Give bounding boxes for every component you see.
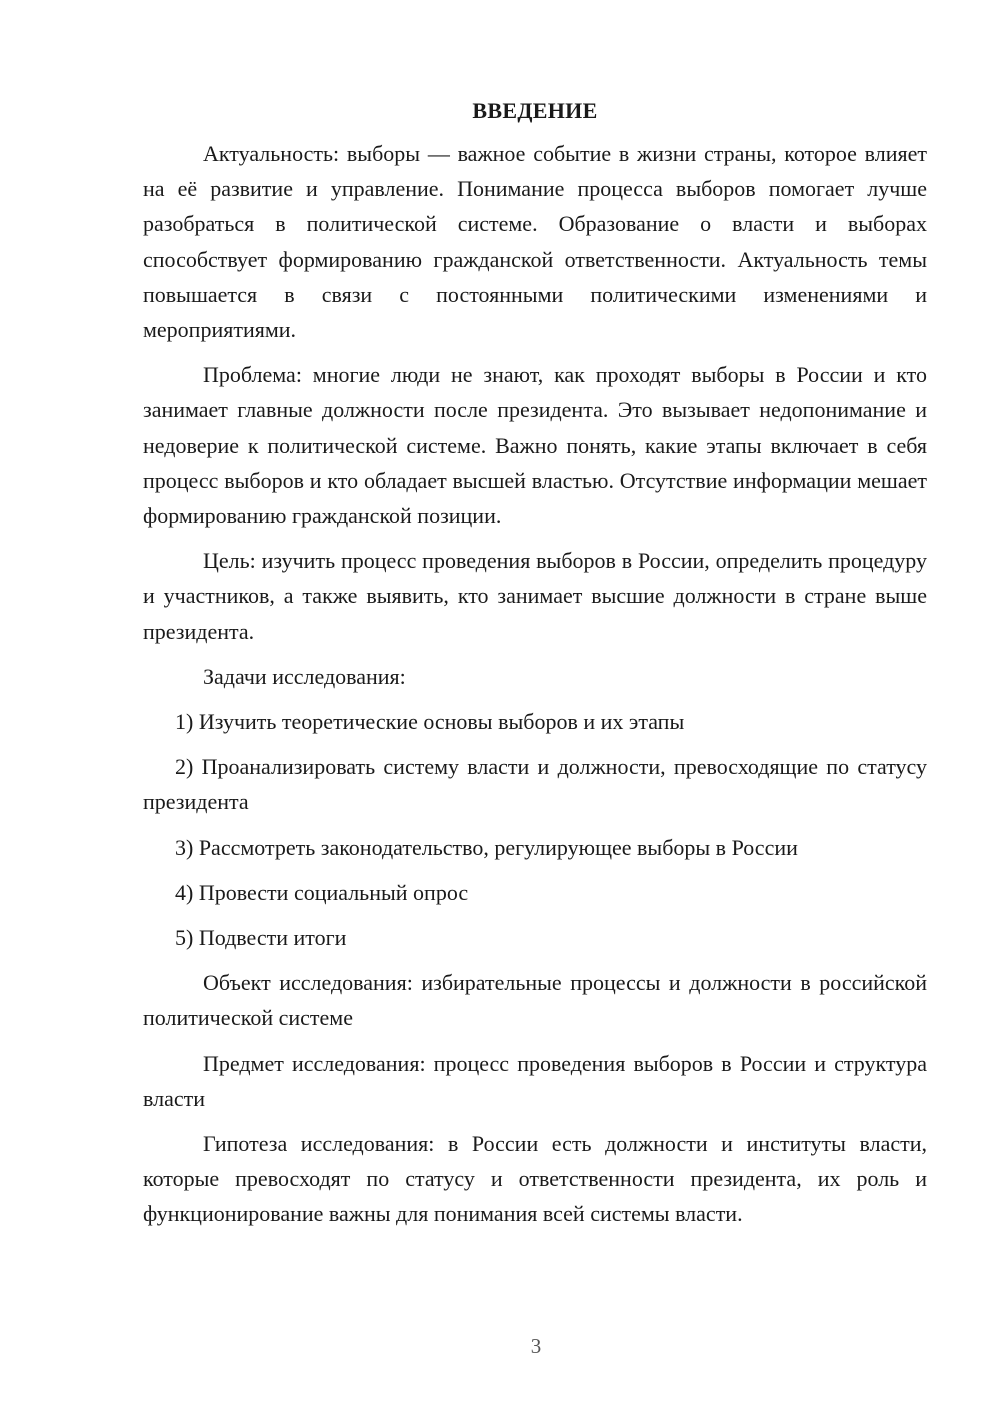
task-item-1: 1) Изучить теоретические основы выборов и их этапы xyxy=(175,709,685,735)
paragraph-problem: Проблема: многие люди не знают, как проходят выборы в России и кто занимает главные должности после президента. Это вызывает недопонимание и недоверие к политической системе. Важно понять, какие этапы включает в себя процесс выборов и кто обладает высшей властью. Отсутствие информации мешает формированию гражданской позиции. xyxy=(143,362,927,529)
paragraph-tasks-heading: Задачи исследования: xyxy=(203,663,406,689)
paragraph-relevance: Актуальность: выборы — важное событие в жизни страны, которое влияет на её развитие и управление. Понимание процесса выборов помогает лучше разобраться в политической системе. Образование о власти и выборах способствует формированию гражданской ответственности. Актуальность темы повышается в связи с постоянными политическими изменениями и мероприятиями. xyxy=(143,141,927,343)
task-item-3: 3) Рассмотреть законодательство, регулирующее выборы в России xyxy=(175,834,798,860)
task-item-5: 5) Подвести итоги xyxy=(175,925,347,951)
document-page xyxy=(143,96,927,1242)
paragraph-hypothesis: Гипотеза исследования: в России есть должности и институты власти, которые превосходят по статусу и ответственности президента, их роль и функционирование важны для понимания всей системы власти. xyxy=(143,1131,927,1227)
page-number: 3 xyxy=(530,1334,542,1358)
paragraph-subject: Предмет исследования: процесс проведения выборов в России и структура власти xyxy=(143,1050,927,1111)
paragraph-goal: Цель: изучить процесс проведения выборов в России, определить процедуру и участников, а также выявить, кто занимает высшие должности в стране выше президента. xyxy=(143,548,927,644)
section-title: ВВЕДЕНИЕ xyxy=(472,98,598,123)
paragraph-object: Объект исследования: избирательные процессы и должности в российской политической системе xyxy=(143,970,927,1031)
task-item-4: 4) Провести социальный опрос xyxy=(175,879,469,905)
task-item-2: 2) Проанализировать систему власти и должности, превосходящие по статусу президента xyxy=(143,754,927,815)
